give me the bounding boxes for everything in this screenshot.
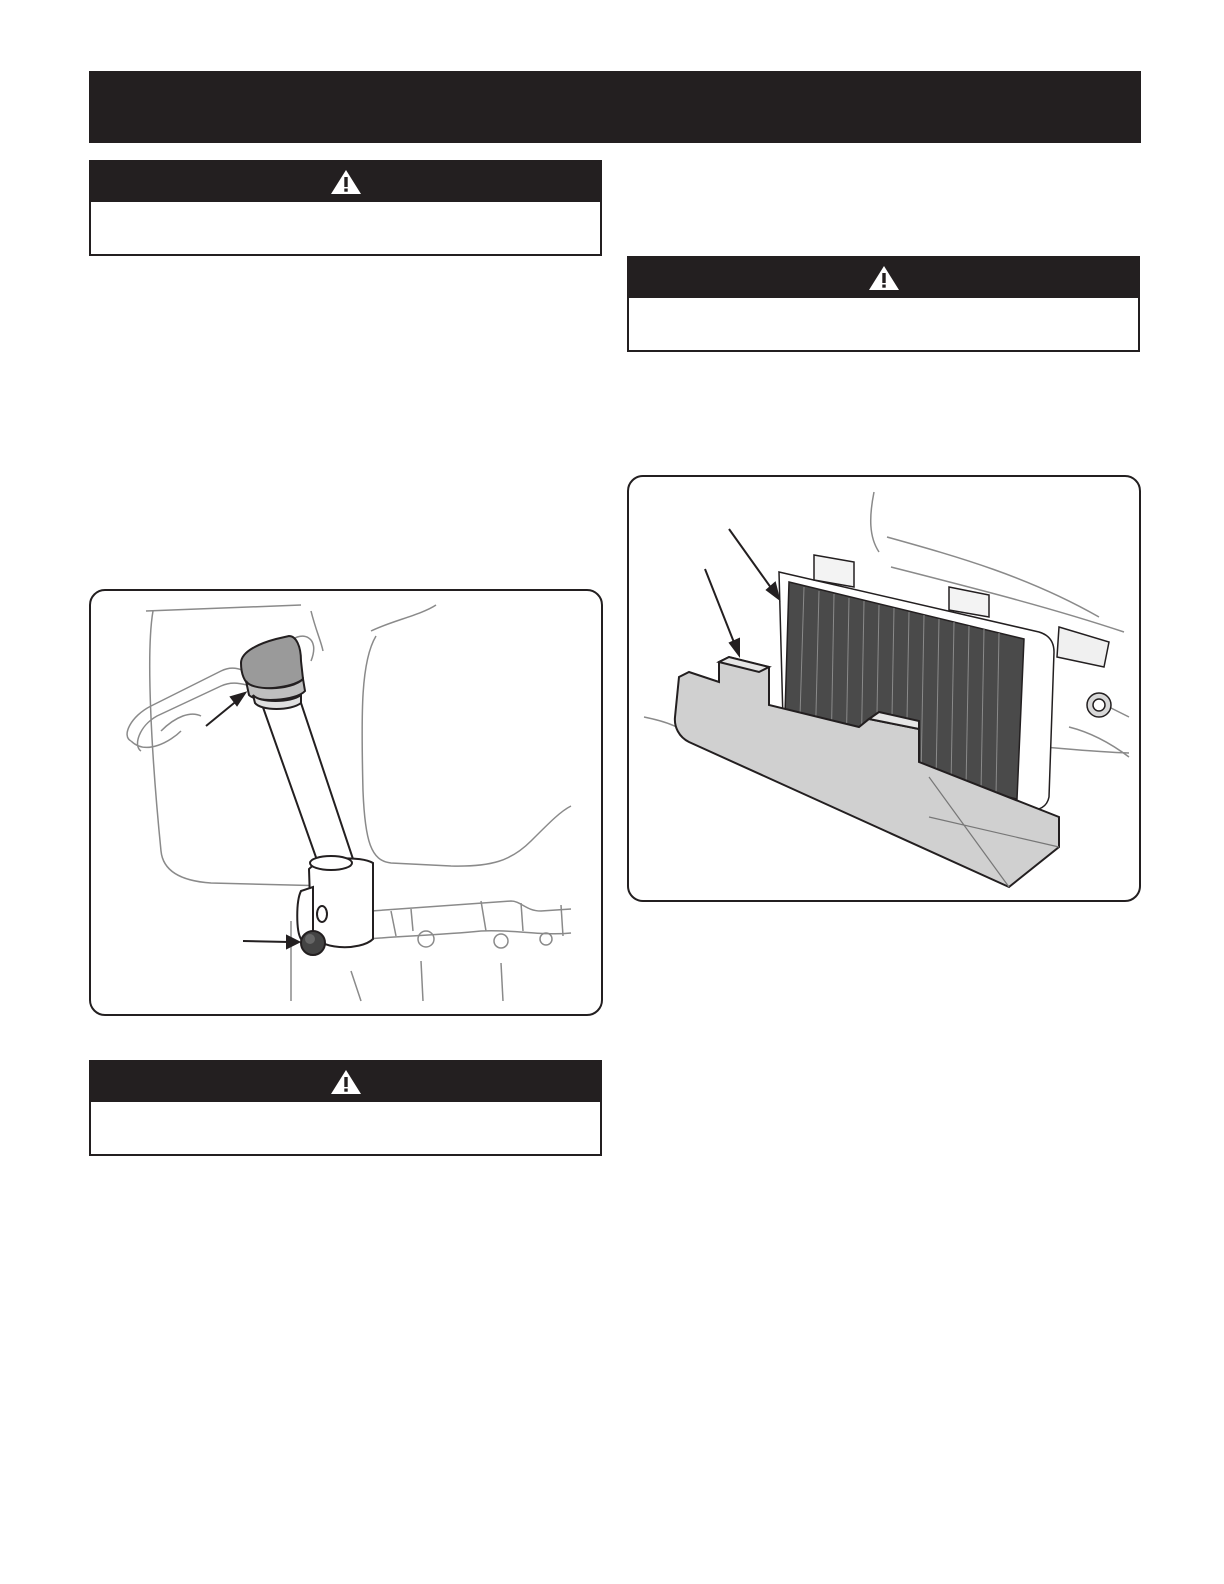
warning-box-1 [89, 160, 602, 256]
warning-box-3-header [91, 1062, 600, 1102]
oil-fill-tube-illustration [91, 591, 601, 1014]
figure-oil-fill-tube [89, 589, 603, 1016]
warning-box-2 [627, 256, 1140, 352]
warning-triangle-icon [329, 168, 363, 196]
figure-air-filter [627, 475, 1141, 902]
warning-triangle-icon [867, 264, 901, 292]
warning-triangle-icon [329, 1068, 363, 1096]
warning-box-1-header [91, 162, 600, 202]
warning-box-3 [89, 1060, 602, 1156]
section-header-bar [89, 71, 1141, 143]
air-filter-illustration [629, 477, 1139, 900]
warning-box-2-header [629, 258, 1138, 298]
